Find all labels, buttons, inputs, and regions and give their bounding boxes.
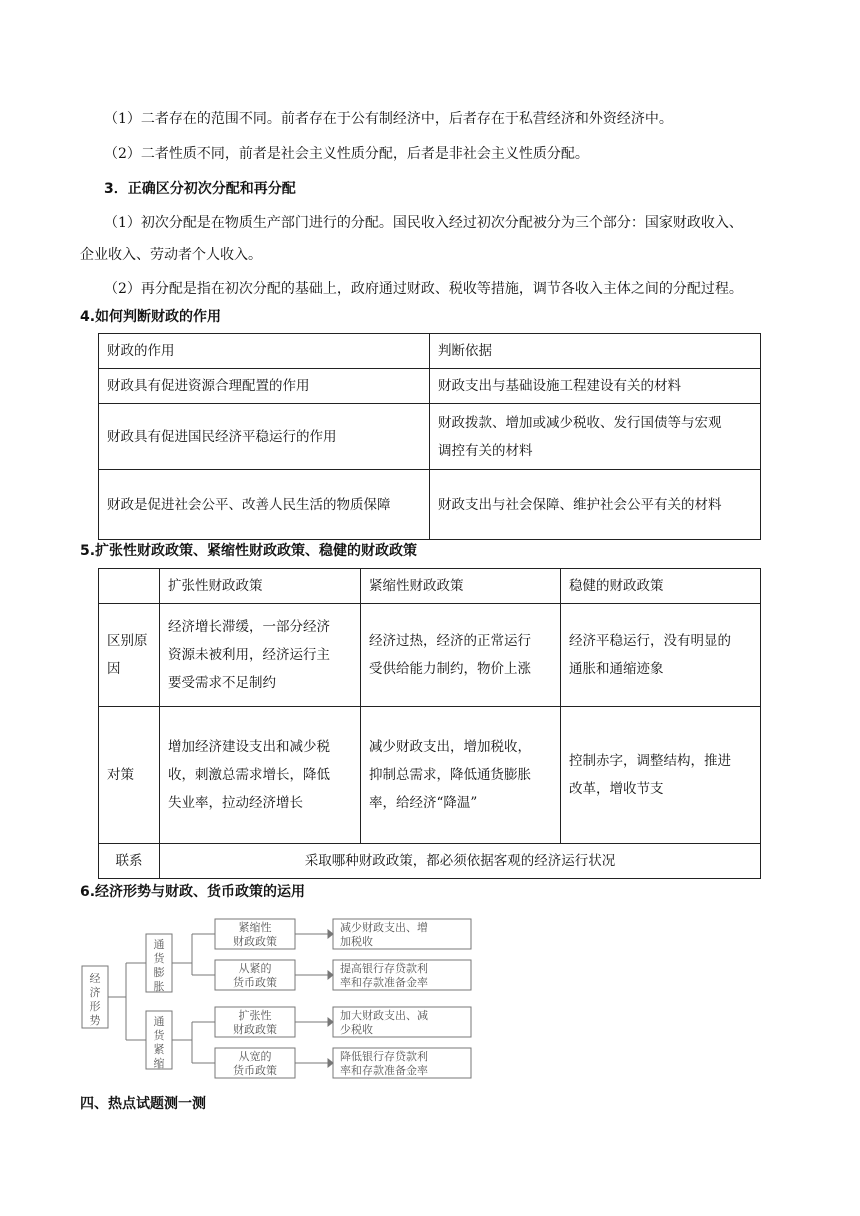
finance-role-table	[98, 333, 761, 540]
node-label: 财政政策	[233, 1023, 277, 1036]
table-cell	[160, 707, 361, 844]
connector-line	[172, 1022, 215, 1063]
economy-policy-diagram	[80, 918, 475, 1080]
diagram-char: 货	[153, 1029, 165, 1042]
node-label: 从宽的	[238, 1050, 272, 1063]
section3-p1-line2: 企业收入、劳动者个人收入。	[80, 247, 262, 263]
cell-line: 要受需求不足制约	[168, 675, 276, 691]
result-label: 率和存款准备金率	[340, 976, 428, 989]
diagram-char: 通	[153, 1015, 165, 1028]
result-label: 减少财政支出、增	[340, 921, 428, 934]
row-label: 联系	[99, 844, 160, 879]
section5-heading: 5.扩张性财政政策、紧缩性财政政策、稳健的财政政策	[80, 543, 418, 559]
section3-p2: （2）再分配是指在初次分配的基础上，政府通过财政、税收等措施，调节各收入主体之间的分配过程。	[104, 281, 743, 297]
table-cell: 财政具有促进资源合理配置的作用	[99, 369, 430, 404]
cell-line: 抑制总需求，降低通货膨胀	[369, 767, 531, 783]
table-header: 稳健的财政政策	[561, 569, 761, 604]
diagram-char: 形	[89, 1000, 101, 1013]
table-row	[99, 604, 761, 707]
result-label: 加大财政支出、减	[340, 1009, 428, 1022]
cell-line: 经济平稳运行，没有明显的	[569, 633, 731, 649]
node-label: 财政政策	[233, 935, 277, 948]
cell-line: 改革，增收节支	[569, 781, 664, 797]
section3-p1-line1: （1）初次分配是在物质生产部门进行的分配。国民收入经过初次分配被分为三个部分：国家财政收入、	[104, 215, 743, 231]
diagram-char: 货	[153, 952, 165, 965]
table-row	[99, 404, 761, 470]
cell-line: 资源未被利用，经济运行主	[168, 647, 330, 663]
connector-line	[108, 963, 146, 1040]
section6-heading: 6.经济形势与财政、货币政策的运用	[80, 884, 306, 900]
cell-line: 区别原	[107, 633, 148, 649]
result-label: 少税收	[340, 1023, 373, 1036]
cell-line: 增加经济建设支出和减少税	[168, 739, 330, 755]
cell-line: 率，给经济“降温”	[369, 795, 478, 811]
cell-line: 通胀和通缩迹象	[569, 661, 664, 677]
section3-heading: 3．正确区分初次分配和再分配	[104, 181, 296, 197]
table-cell	[361, 604, 561, 707]
cell-line: 失业率，拉动经济增长	[168, 795, 303, 811]
table-cell	[561, 707, 761, 844]
paragraph-nature: （2）二者性质不同，前者是社会主义性质分配，后者是非社会主义性质分配。	[104, 146, 589, 162]
node-label: 紧缩性	[238, 921, 272, 934]
result-label: 加税收	[340, 935, 373, 948]
row-label	[99, 604, 160, 707]
table-row	[99, 844, 761, 879]
result-label: 降低银行存贷款利	[340, 1050, 428, 1063]
cell-line: 经济增长滞缓，一部分经济	[168, 619, 330, 635]
result-label: 提高银行存贷款利	[340, 962, 428, 975]
cell-line: 受供给能力制约，物价上涨	[369, 661, 531, 677]
table-header: 财政的作用	[99, 334, 430, 369]
table-header: 紧缩性财政政策	[361, 569, 561, 604]
section-next-heading: 四、热点试题测一测	[80, 1096, 206, 1112]
table-cell	[160, 604, 361, 707]
table-row	[99, 707, 761, 844]
table-row	[99, 470, 761, 540]
table-cell: 财政支出与基础设施工程建设有关的材料	[430, 369, 761, 404]
table-cell	[430, 404, 761, 470]
row-label: 对策	[99, 707, 160, 844]
node-label: 货币政策	[233, 976, 277, 989]
diagram-char: 胀	[153, 980, 165, 993]
table-cell: 采取哪种财政政策，都必须依据客观的经济运行状况	[160, 844, 761, 879]
table-cell: 财政是促进社会公平、改善人民生活的物质保障	[99, 470, 430, 540]
cell-line: 控制赤字，调整结构，推进	[569, 753, 731, 769]
section4-heading: 4.如何判断财政的作用	[80, 309, 222, 325]
node-label: 货币政策	[233, 1064, 277, 1077]
cell-line: 减少财政支出，增加税收，	[369, 739, 531, 755]
result-label: 率和存款准备金率	[340, 1064, 428, 1077]
node-label: 扩张性	[238, 1009, 272, 1022]
diagram-char: 通	[153, 938, 165, 951]
diagram-char: 缩	[153, 1057, 165, 1070]
table-cell: 财政支出与社会保障、维护社会公平有关的材料	[430, 470, 761, 540]
table-cell	[361, 707, 561, 844]
cell-line: 财政拨款、增加或减少税收、发行国债等与宏观	[438, 414, 722, 431]
table-cell	[561, 604, 761, 707]
diagram-char: 经	[89, 972, 101, 985]
cell-line: 经济过热，经济的正常运行	[369, 633, 531, 649]
table-header-empty	[99, 569, 160, 604]
fiscal-policy-table	[98, 568, 761, 879]
cell-line: 调控有关的材料	[438, 442, 533, 459]
paragraph-scope: （1）二者存在的范围不同。前者存在于公有制经济中，后者存在于私营经济和外资经济中。	[104, 111, 673, 127]
diagram-char: 膨	[153, 966, 165, 979]
node-label: 从紧的	[238, 962, 272, 975]
connector-line	[172, 934, 215, 975]
table-cell: 财政具有促进国民经济平稳运行的作用	[99, 404, 430, 470]
diagram-char: 济	[89, 986, 101, 999]
diagram-char: 势	[89, 1014, 101, 1027]
diagram-char: 紧	[153, 1043, 165, 1056]
table-header: 判断依据	[430, 334, 761, 369]
cell-line: 收，刺激总需求增长，降低	[168, 767, 330, 783]
table-row	[99, 369, 761, 404]
table-header: 扩张性财政政策	[160, 569, 361, 604]
cell-line: 因	[107, 661, 121, 677]
